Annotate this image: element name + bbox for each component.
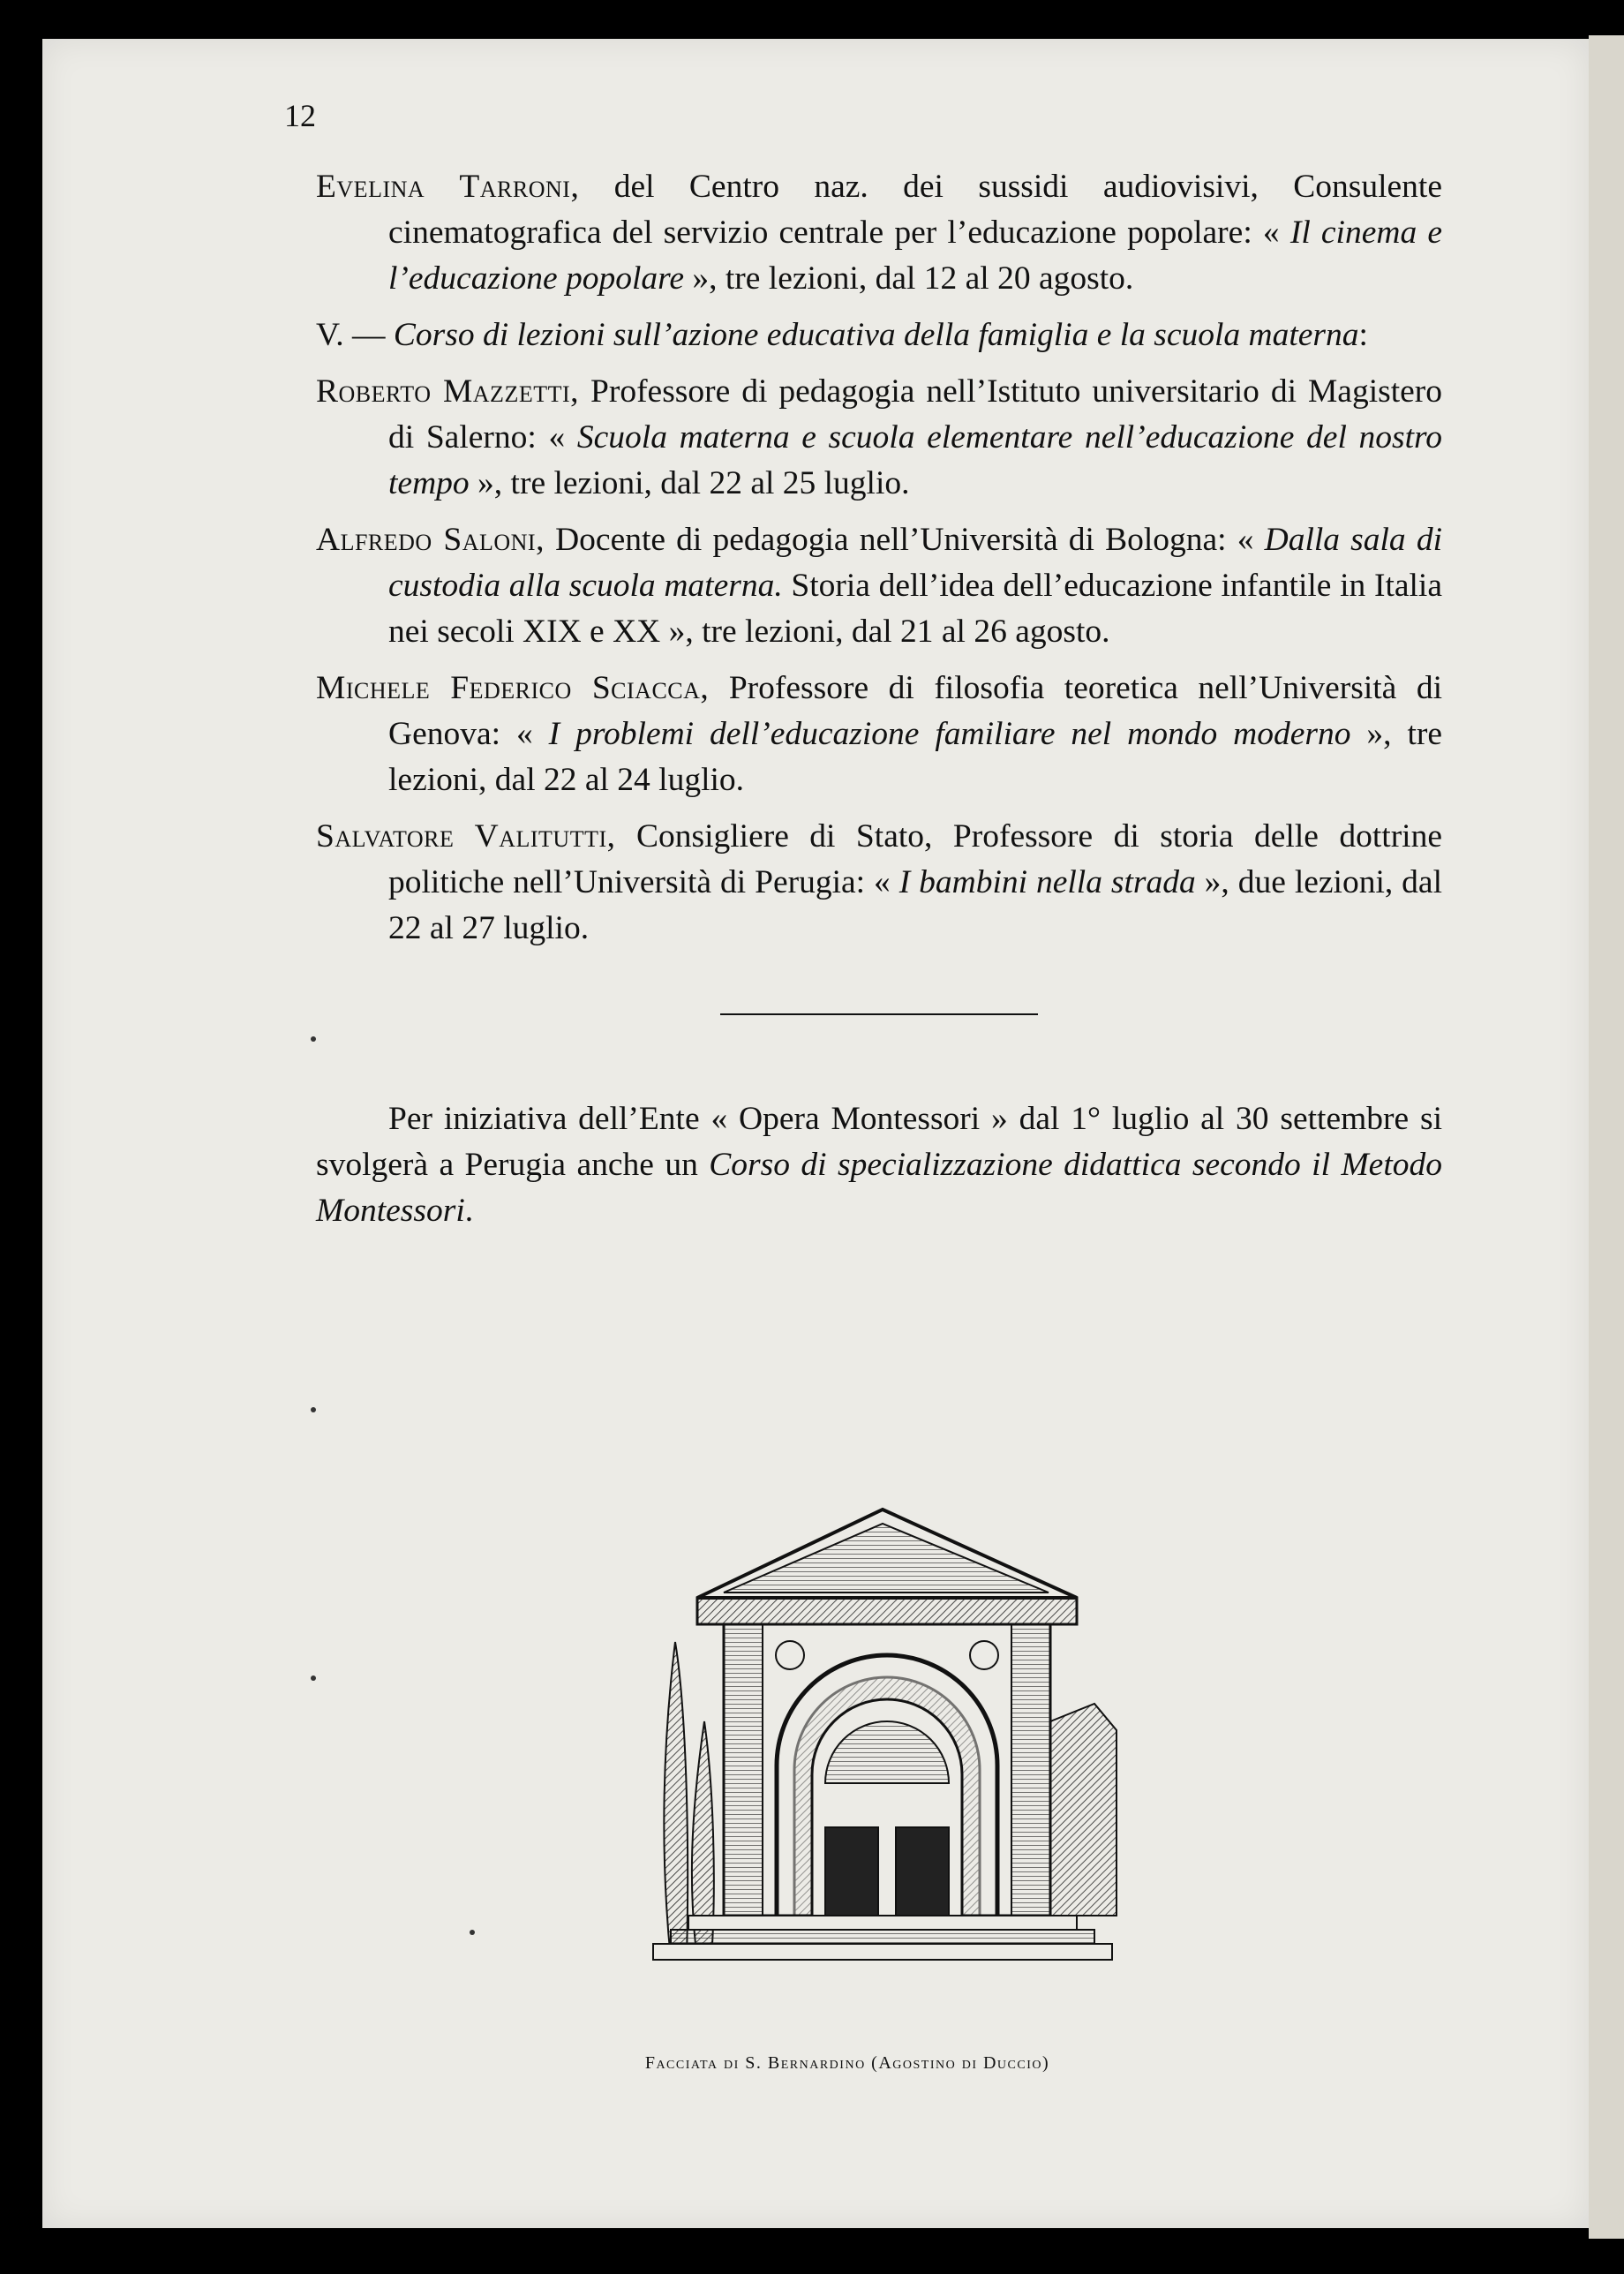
page-number: 12	[284, 98, 316, 133]
montessori-paragraph: Per iniziativa dell’Ente « Opera Montessori » dal 1° luglio al 30 settembre si svolgerà a Perugia anche un Corso di specializzazione didattica secondo il Metodo Montessori.	[316, 1101, 1442, 1229]
illustration-caption: Facciata di S. Bernardino (Agostino di Duccio)	[644, 2053, 1050, 2073]
lecturer-name: Salvatore Valitutti,	[316, 818, 616, 855]
stray-mark	[311, 1675, 316, 1681]
lecture-title: Dalla sala di custodia alla scuola materna.	[388, 522, 1442, 604]
lecture-entry: Michele Federico Sciacca, Professore di filosofia teoretica nell’Università di Genova: « I problemi dell’educazione familiare nel mondo moderno », tre lezioni, dal 22 al 24 luglio.	[316, 670, 1443, 798]
lecture-title: Il cinema e l’educazione popolare	[388, 215, 1443, 297]
lecture-title: I problemi dell’educazione familiare nel mondo moderno	[548, 716, 1351, 752]
lecture-entry: Evelina Tarroni, del Centro naz. dei sussidi audiovisivi, Consulente cinematografica del servizio centrale per l’educazione popolare: « Il cinema e l’educazione popolare », tre lezioni, dal 12 al 20 agosto.	[316, 169, 1443, 297]
lecture-entry: Roberto Mazzetti, Professore di pedagogia nell’Istituto universitario di Magistero di Salerno: « Scuola materna e scuola elementare nell’educazione del nostro tempo », tre lezioni, dal 22 al 25 luglio.	[316, 373, 1443, 501]
stray-mark	[311, 1407, 316, 1412]
page-body	[316, 164, 1442, 1268]
stray-mark	[311, 1036, 316, 1042]
lecturer-name: Alfredo Saloni,	[316, 522, 545, 558]
section-heading: V. — Corso di lezioni sull’azione educativa della famiglia e la scuola materna:	[316, 317, 1368, 353]
next-page-edge	[1589, 35, 1624, 2239]
lecture-title: Scuola materna e scuola elementare nell’educazione del nostro tempo	[388, 419, 1442, 501]
church-facade-engraving-icon	[635, 1501, 1130, 2013]
lecturer-name: Evelina Tarroni,	[316, 169, 580, 205]
lecture-entry: Salvatore Valitutti, Consigliere di Stato, Professore di storia delle dottrine politiche nell’Università di Perugia: « I bambini nella strada », due lezioni, dal 22 al 27 luglio.	[316, 818, 1442, 946]
section-divider	[720, 1013, 1038, 1015]
lecture-entry: Alfredo Saloni, Docente di pedagogia nell’Università di Bologna: « Dalla sala di custodia alla scuola materna. Storia dell’idea dell’educazione infantile in Italia nei secoli XIX e XX », tre lezioni, dal 21 al 26 agosto.	[316, 522, 1442, 650]
stray-mark	[470, 1930, 475, 1935]
lecture-title: I bambini nella strada	[898, 864, 1196, 900]
lecturer-name: Roberto Mazzetti,	[316, 373, 580, 410]
lecturer-name: Michele Federico Sciacca,	[316, 670, 710, 706]
